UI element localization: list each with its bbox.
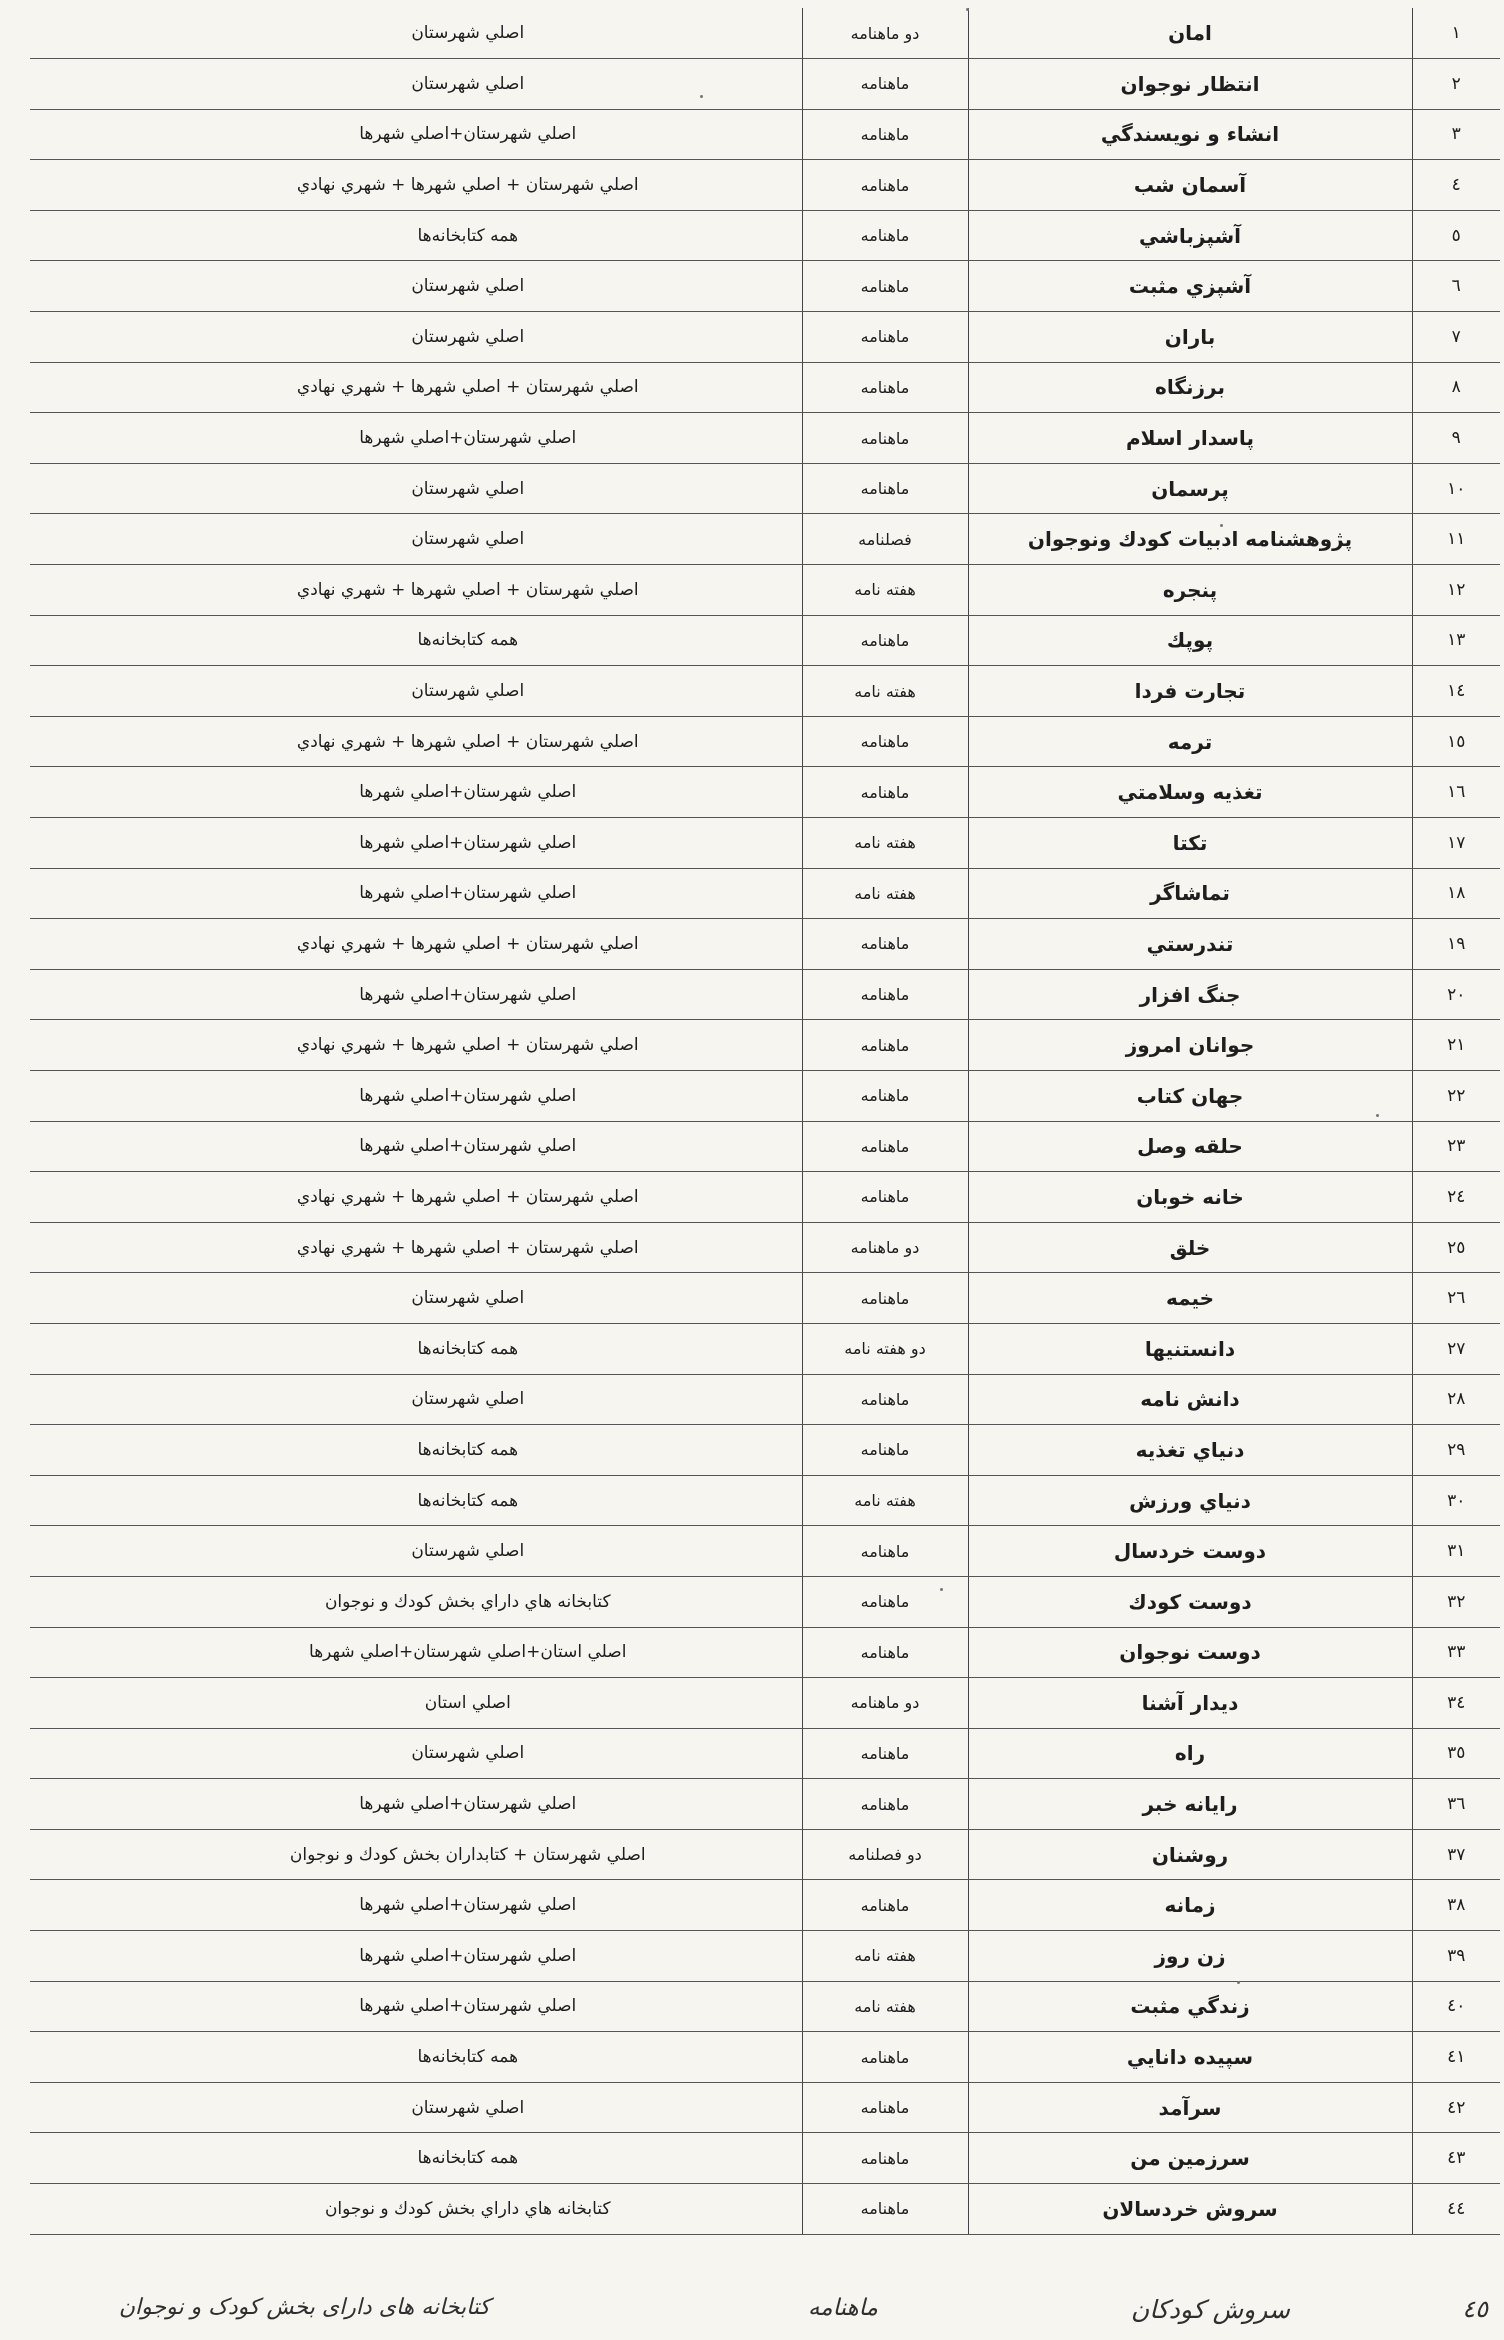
distribution-target: اصلي شهرستان (30, 1728, 802, 1779)
publication-frequency: ماهنامه (802, 716, 968, 767)
distribution-target: اصلي شهرستان (30, 59, 802, 110)
distribution-target: اصلي شهرستان (30, 2082, 802, 2133)
distribution-target: همه كتابخانه‌ها (30, 2133, 802, 2184)
row-number: ٣٨ (1412, 1880, 1500, 1931)
publication-frequency: ماهنامه (802, 1070, 968, 1121)
row-number: ١٨ (1412, 868, 1500, 919)
publication-frequency: هفته نامه (802, 868, 968, 919)
table-row (30, 1222, 1500, 1273)
table-body (30, 8, 1500, 2234)
publication-title: خيمه (968, 1273, 1412, 1324)
table-row (30, 818, 1500, 869)
row-number: ٤٠ (1412, 1981, 1500, 2032)
publication-frequency: ماهنامه (802, 1425, 968, 1476)
publication-frequency: ماهنامه (802, 1374, 968, 1425)
publication-title: سروش خردسالان (968, 2184, 1412, 2235)
handwritten-row-frequency: ماهنامه (807, 2295, 878, 2321)
publication-frequency: ماهنامه (802, 969, 968, 1020)
handwritten-row (30, 2285, 1500, 2337)
publication-title: تندرستي (968, 919, 1412, 970)
row-number: ٢٢ (1412, 1070, 1500, 1121)
publication-title: انتظار نوجوان (968, 59, 1412, 110)
publication-frequency: ماهنامه (802, 2032, 968, 2083)
publication-title: سپيده دانايي (968, 2032, 1412, 2083)
table-row (30, 261, 1500, 312)
distribution-target: اصلي شهرستان+اصلي شهرها (30, 767, 802, 818)
publication-title: زمانه (968, 1880, 1412, 1931)
publication-title: خانه خوبان (968, 1172, 1412, 1223)
publication-frequency: ماهنامه (802, 160, 968, 211)
distribution-target: اصلي شهرستان+اصلي شهرها (30, 818, 802, 869)
distribution-target: اصلي شهرستان (30, 261, 802, 312)
row-number: ٣٦ (1412, 1779, 1500, 1830)
table-row (30, 1829, 1500, 1880)
publication-frequency: ماهنامه (802, 1728, 968, 1779)
table-row (30, 716, 1500, 767)
row-number: ٢٠ (1412, 969, 1500, 1020)
publication-title: روشنان (968, 1829, 1412, 1880)
handwritten-row-number: ٤٥ (1462, 2295, 1488, 2323)
row-number: ٤٤ (1412, 2184, 1500, 2235)
publication-title: پرسمان (968, 463, 1412, 514)
publication-frequency: ماهنامه (802, 1627, 968, 1678)
publication-frequency: ماهنامه (802, 1273, 968, 1324)
publication-title: ديدار آشنا (968, 1678, 1412, 1729)
row-number: ٤٢ (1412, 2082, 1500, 2133)
table-row (30, 1526, 1500, 1577)
row-number: ٢٥ (1412, 1222, 1500, 1273)
table-row (30, 1779, 1500, 1830)
row-number: ٦ (1412, 261, 1500, 312)
distribution-target: كتابخانه هاي داراي بخش كودك و نوجوان (30, 2184, 802, 2235)
table-row (30, 1981, 1500, 2032)
row-number: ٣٢ (1412, 1576, 1500, 1627)
distribution-target: اصلي شهرستان+اصلي شهرها (30, 1070, 802, 1121)
distribution-target: اصلي شهرستان (30, 1273, 802, 1324)
distribution-target: اصلي استان+اصلي شهرستان+اصلي شهرها (30, 1627, 802, 1678)
table-row (30, 463, 1500, 514)
table-row (30, 615, 1500, 666)
row-number: ٤ (1412, 160, 1500, 211)
publication-title: دانش نامه (968, 1374, 1412, 1425)
publication-title: رايانه خبر (968, 1779, 1412, 1830)
publication-title: تجارت فردا (968, 666, 1412, 717)
publication-title: تغذيه وسلامتي (968, 767, 1412, 818)
distribution-target: اصلي شهرستان (30, 463, 802, 514)
publication-title: دوست كودك (968, 1576, 1412, 1627)
distribution-target: اصلي شهرستان+اصلي شهرها (30, 1931, 802, 1982)
table-row (30, 565, 1500, 616)
distribution-target: اصلي شهرستان + اصلي شهرها + شهري نهادي (30, 1020, 802, 1071)
publication-frequency: هفته نامه (802, 666, 968, 717)
row-number: ٣٤ (1412, 1678, 1500, 1729)
table-row (30, 1931, 1500, 1982)
publication-frequency: ماهنامه (802, 919, 968, 970)
distribution-target: اصلي شهرستان+اصلي شهرها (30, 1981, 802, 2032)
distribution-target: اصلي شهرستان + اصلي شهرها + شهري نهادي (30, 565, 802, 616)
table-row (30, 666, 1500, 717)
table-row (30, 1425, 1500, 1476)
row-number: ٨ (1412, 362, 1500, 413)
publication-title: پنجره (968, 565, 1412, 616)
document-page (30, 8, 1504, 2340)
publication-frequency: ماهنامه (802, 1576, 968, 1627)
publication-frequency: فصلنامه (802, 514, 968, 565)
row-number: ١٢ (1412, 565, 1500, 616)
row-number: ١٩ (1412, 919, 1500, 970)
row-number: ١٠ (1412, 463, 1500, 514)
publication-title: دنياي ورزش (968, 1475, 1412, 1526)
table-row (30, 1020, 1500, 1071)
row-number: ١١ (1412, 514, 1500, 565)
publication-title: جهان كتاب (968, 1070, 1412, 1121)
table-row (30, 868, 1500, 919)
publication-title: برزنگاه (968, 362, 1412, 413)
publication-title: جنگ افزار (968, 969, 1412, 1020)
publication-title: پاسدار اسلام (968, 413, 1412, 464)
distribution-target: همه كتابخانه‌ها (30, 615, 802, 666)
scan-speck (1220, 524, 1223, 527)
table-row (30, 160, 1500, 211)
publication-title: باران (968, 312, 1412, 363)
publication-title: دوست نوجوان (968, 1627, 1412, 1678)
distribution-target: اصلي شهرستان (30, 8, 802, 59)
publication-title: خلق (968, 1222, 1412, 1273)
publication-title: انشاء و نويسندگي (968, 109, 1412, 160)
table-row (30, 1678, 1500, 1729)
publication-title: جوانان امروز (968, 1020, 1412, 1071)
scan-speck (1237, 1981, 1240, 1984)
scan-speck (700, 95, 703, 98)
distribution-target: اصلي شهرستان+اصلي شهرها (30, 413, 802, 464)
distribution-target: همه كتابخانه‌ها (30, 210, 802, 261)
distribution-target: اصلي شهرستان + اصلي شهرها + شهري نهادي (30, 1222, 802, 1273)
publication-frequency: ماهنامه (802, 261, 968, 312)
distribution-target: اصلي شهرستان (30, 666, 802, 717)
publication-frequency: ماهنامه (802, 1779, 968, 1830)
handwritten-row-title: سروش کودکان (1130, 2295, 1290, 2324)
row-number: ٢٧ (1412, 1323, 1500, 1374)
scan-speck (966, 8, 969, 11)
table-row (30, 1576, 1500, 1627)
row-number: ١٣ (1412, 615, 1500, 666)
distribution-target: اصلي شهرستان + اصلي شهرها + شهري نهادي (30, 1172, 802, 1223)
row-number: ١٦ (1412, 767, 1500, 818)
distribution-target: اصلي استان (30, 1678, 802, 1729)
publication-title: ترمه (968, 716, 1412, 767)
distribution-target: اصلي شهرستان + كتابداران بخش كودك و نوجوان (30, 1829, 802, 1880)
publication-frequency: هفته نامه (802, 565, 968, 616)
table-row (30, 1121, 1500, 1172)
row-number: ٢ (1412, 59, 1500, 110)
table-row (30, 1728, 1500, 1779)
distribution-target: اصلي شهرستان+اصلي شهرها (30, 969, 802, 1020)
publication-title: زندگي مثبت (968, 1981, 1412, 2032)
table-row (30, 1374, 1500, 1425)
row-number: ٢٣ (1412, 1121, 1500, 1172)
publication-title: آسمان شب (968, 160, 1412, 211)
distribution-target: كتابخانه هاي داراي بخش كودك و نوجوان (30, 1576, 802, 1627)
row-number: ٢٤ (1412, 1172, 1500, 1223)
publication-frequency: هفته نامه (802, 1981, 968, 2032)
table-row (30, 969, 1500, 1020)
publication-frequency: ماهنامه (802, 2133, 968, 2184)
row-number: ١٧ (1412, 818, 1500, 869)
table-row (30, 109, 1500, 160)
publication-title: دنياي تغذيه (968, 1425, 1412, 1476)
publication-frequency: ماهنامه (802, 2082, 968, 2133)
publication-frequency: دو ماهنامه (802, 8, 968, 59)
table-row (30, 312, 1500, 363)
row-number: ١٥ (1412, 716, 1500, 767)
row-number: ٣٧ (1412, 1829, 1500, 1880)
publication-frequency: ماهنامه (802, 1121, 968, 1172)
table-row (30, 2032, 1500, 2083)
publication-frequency: ماهنامه (802, 615, 968, 666)
row-number: ٣١ (1412, 1526, 1500, 1577)
publication-title: آشپزباشي (968, 210, 1412, 261)
distribution-target: همه كتابخانه‌ها (30, 1425, 802, 1476)
publication-title: تكتا (968, 818, 1412, 869)
distribution-target: اصلي شهرستان+اصلي شهرها (30, 109, 802, 160)
distribution-target: اصلي شهرستان+اصلي شهرها (30, 1880, 802, 1931)
publication-title: پژوهشنامه ادبيات كودك ونوجوان (968, 514, 1412, 565)
scan-speck (940, 1588, 943, 1591)
publication-frequency: ماهنامه (802, 1020, 968, 1071)
distribution-target: اصلي شهرستان + اصلي شهرها + شهري نهادي (30, 160, 802, 211)
row-number: ٢٦ (1412, 1273, 1500, 1324)
distribution-target: اصلي شهرستان (30, 1526, 802, 1577)
publication-frequency: هفته نامه (802, 1475, 968, 1526)
table-row (30, 514, 1500, 565)
table-row (30, 767, 1500, 818)
table-row (30, 362, 1500, 413)
table-row (30, 8, 1500, 59)
publication-title: راه (968, 1728, 1412, 1779)
publications-table (30, 8, 1500, 2235)
distribution-target: اصلي شهرستان (30, 514, 802, 565)
publication-frequency: ماهنامه (802, 1172, 968, 1223)
publication-frequency: ماهنامه (802, 767, 968, 818)
row-number: ١ (1412, 8, 1500, 59)
distribution-target: اصلي شهرستان (30, 1374, 802, 1425)
publication-title: سرآمد (968, 2082, 1412, 2133)
distribution-target: همه كتابخانه‌ها (30, 2032, 802, 2083)
distribution-target: اصلي شهرستان + اصلي شهرها + شهري نهادي (30, 362, 802, 413)
publication-frequency: ماهنامه (802, 59, 968, 110)
row-number: ٢٩ (1412, 1425, 1500, 1476)
publication-frequency: هفته نامه (802, 818, 968, 869)
row-number: ٧ (1412, 312, 1500, 363)
distribution-target: اصلي شهرستان + اصلي شهرها + شهري نهادي (30, 716, 802, 767)
publication-frequency: ماهنامه (802, 1880, 968, 1931)
row-number: ٤١ (1412, 2032, 1500, 2083)
distribution-target: همه كتابخانه‌ها (30, 1323, 802, 1374)
publication-frequency: ماهنامه (802, 362, 968, 413)
publication-frequency: ماهنامه (802, 413, 968, 464)
row-number: ٢١ (1412, 1020, 1500, 1071)
table-row (30, 1273, 1500, 1324)
distribution-target: همه كتابخانه‌ها (30, 1475, 802, 1526)
publication-frequency: هفته نامه (802, 1931, 968, 1982)
table-row (30, 1475, 1500, 1526)
row-number: ١٤ (1412, 666, 1500, 717)
publication-title: زن روز (968, 1931, 1412, 1982)
publication-title: سرزمين من (968, 2133, 1412, 2184)
publication-title: دوست خردسال (968, 1526, 1412, 1577)
distribution-target: اصلي شهرستان+اصلي شهرها (30, 868, 802, 919)
distribution-target: اصلي شهرستان (30, 312, 802, 363)
publication-frequency: دو ماهنامه (802, 1678, 968, 1729)
row-number: ٣٣ (1412, 1627, 1500, 1678)
table-row (30, 1880, 1500, 1931)
distribution-target: اصلي شهرستان + اصلي شهرها + شهري نهادي (30, 919, 802, 970)
publication-frequency: دو ماهنامه (802, 1222, 968, 1273)
scan-speck (1376, 1114, 1379, 1117)
distribution-target: اصلي شهرستان+اصلي شهرها (30, 1121, 802, 1172)
table-row (30, 1172, 1500, 1223)
publication-frequency: دو هفته نامه (802, 1323, 968, 1374)
publication-title: حلقه وصل (968, 1121, 1412, 1172)
publication-frequency: ماهنامه (802, 109, 968, 160)
publication-title: پوپك (968, 615, 1412, 666)
publication-title: امان (968, 8, 1412, 59)
row-number: ٣٩ (1412, 1931, 1500, 1982)
table-row (30, 2082, 1500, 2133)
row-number: ٢٨ (1412, 1374, 1500, 1425)
distribution-target: اصلي شهرستان+اصلي شهرها (30, 1779, 802, 1830)
table-row (30, 1323, 1500, 1374)
publication-frequency: ماهنامه (802, 1526, 968, 1577)
row-number: ٣ (1412, 109, 1500, 160)
table-row (30, 2184, 1500, 2235)
table-row (30, 59, 1500, 110)
table-row (30, 1627, 1500, 1678)
row-number: ٣٠ (1412, 1475, 1500, 1526)
publication-frequency: ماهنامه (802, 312, 968, 363)
publication-title: آشپزي مثبت (968, 261, 1412, 312)
row-number: ٥ (1412, 210, 1500, 261)
handwritten-row-distribution: کتابخانه های دارای بخش کودک و نوجوان (118, 2295, 490, 2320)
table-row (30, 919, 1500, 970)
row-number: ٣٥ (1412, 1728, 1500, 1779)
publication-title: دانستنيها (968, 1323, 1412, 1374)
publication-title: تماشاگر (968, 868, 1412, 919)
table-row (30, 413, 1500, 464)
table-row (30, 210, 1500, 261)
publication-frequency: ماهنامه (802, 2184, 968, 2235)
table-row (30, 1070, 1500, 1121)
publication-frequency: ماهنامه (802, 210, 968, 261)
table-row (30, 2133, 1500, 2184)
publication-frequency: ماهنامه (802, 463, 968, 514)
row-number: ٤٣ (1412, 2133, 1500, 2184)
row-number: ٩ (1412, 413, 1500, 464)
publication-frequency: دو فصلنامه (802, 1829, 968, 1880)
